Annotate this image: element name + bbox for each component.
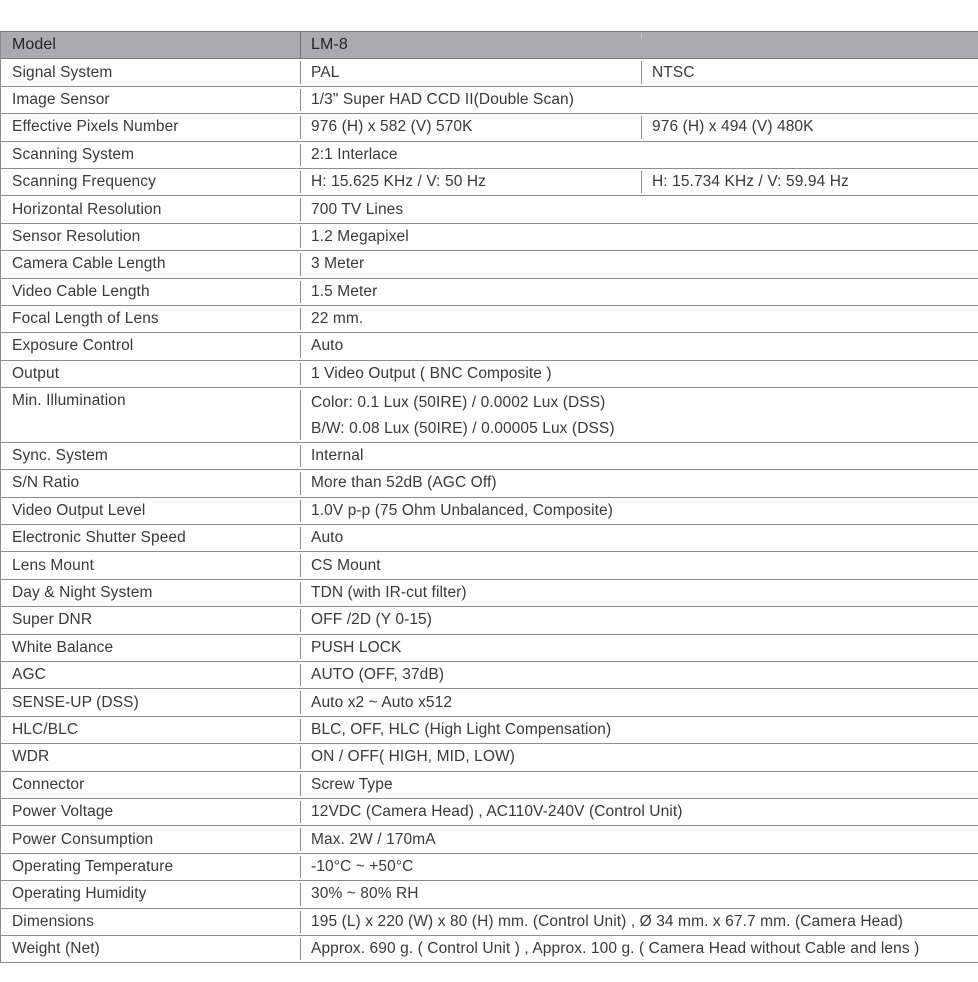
table-row	[1, 114, 978, 141]
spec-value-text: CS Mount	[311, 556, 381, 574]
column-divider	[300, 32, 301, 58]
table-row	[1, 580, 978, 607]
table-row	[1, 333, 978, 360]
spec-value-text: OFF /2D (Y 0-15)	[311, 611, 433, 629]
spec-label-text: WDR	[12, 748, 50, 766]
spec-value-text: 30% ~ 80% RH	[311, 885, 419, 903]
column-divider	[300, 308, 301, 330]
spec-table	[0, 31, 978, 963]
spec-value-text: Screw Type	[311, 775, 393, 793]
spec-label	[1, 881, 300, 907]
spec-value-pal	[300, 59, 641, 85]
table-row	[1, 881, 978, 908]
spec-value	[300, 826, 978, 852]
spec-label	[1, 909, 300, 935]
spec-label	[1, 388, 300, 442]
spec-value-ntsc-text: H: 15.734 KHz / V: 59.94 Hz	[652, 173, 849, 191]
spec-value-text: 3 Meter	[311, 255, 365, 273]
spec-label-text: Electronic Shutter Speed	[12, 529, 186, 547]
header-value-cell	[300, 32, 978, 58]
column-divider	[300, 253, 301, 275]
spec-value	[300, 909, 978, 935]
spec-label	[1, 580, 300, 606]
spec-value	[300, 498, 978, 524]
spec-label	[1, 854, 300, 880]
column-divider	[300, 335, 301, 357]
column-divider	[300, 774, 301, 796]
spec-value-text: -10°C ~ +50°C	[311, 857, 414, 875]
table-row	[1, 361, 978, 388]
spec-label-text: Super DNR	[12, 611, 93, 629]
column-divider	[300, 938, 301, 960]
spec-value	[300, 854, 978, 880]
spec-value-text: Max. 2W / 170mA	[311, 830, 436, 848]
spec-value-text: BLC, OFF, HLC (High Light Compensation)	[311, 720, 612, 738]
column-divider	[300, 390, 301, 440]
spec-label	[1, 552, 300, 578]
spec-value-text: 12VDC (Camera Head) , AC110V-240V (Control Unit)	[311, 803, 683, 821]
spec-value-text: AUTO (OFF, 37dB)	[311, 666, 445, 684]
spec-label-text: HLC/BLC	[12, 720, 79, 738]
column-divider	[300, 144, 301, 166]
spec-value-pal-text: H: 15.625 KHz / V: 50 Hz	[311, 173, 486, 191]
spec-value-text: More than 52dB (AGC Off)	[311, 474, 497, 492]
spec-value	[300, 580, 978, 606]
spec-label	[1, 279, 300, 305]
spec-value	[300, 881, 978, 907]
spec-label	[1, 59, 300, 85]
spec-label-text: Horizontal Resolution	[12, 200, 162, 218]
column-divider	[300, 637, 301, 659]
header-model-cell-text: Model	[12, 36, 57, 54]
spec-label-text: Scanning Frequency	[12, 173, 156, 191]
spec-label-text: SENSE-UP (DSS)	[12, 693, 139, 711]
table-row	[1, 251, 978, 278]
spec-value-text: 1/3" Super HAD CCD II(Double Scan)	[311, 90, 575, 108]
table-row	[1, 306, 978, 333]
spec-label	[1, 799, 300, 825]
table-row	[1, 936, 978, 963]
spec-value-line1: Color: 0.1 Lux (50IRE) / 0.0002 Lux (DSS)	[311, 394, 606, 412]
column-divider	[300, 883, 301, 905]
column-divider	[300, 61, 301, 83]
table-row	[1, 498, 978, 525]
spec-label	[1, 772, 300, 798]
spec-label-text: White Balance	[12, 638, 114, 656]
column-divider	[300, 609, 301, 631]
column-divider	[300, 445, 301, 467]
spec-label	[1, 525, 300, 551]
spec-label-text: Power Voltage	[12, 803, 114, 821]
spec-label	[1, 689, 300, 715]
spec-value-text: Auto	[311, 529, 344, 547]
spec-label-text: Camera Cable Length	[12, 255, 166, 273]
table-row	[1, 196, 978, 223]
spec-value-text: PUSH LOCK	[311, 638, 402, 656]
column-divider	[300, 281, 301, 303]
spec-label	[1, 936, 300, 962]
column-divider	[300, 554, 301, 576]
spec-label-text: AGC	[12, 666, 46, 684]
spec-value-pal-text: PAL	[311, 63, 340, 81]
spec-label-text: Scanning System	[12, 145, 135, 163]
table-row	[1, 279, 978, 306]
table-row	[1, 470, 978, 497]
spec-label-text: Connector	[12, 775, 85, 793]
column-divider	[300, 911, 301, 933]
spec-value-text: Internal	[311, 447, 364, 465]
spec-value	[300, 224, 978, 250]
spec-value-ntsc-text: NTSC	[652, 63, 695, 81]
table-row	[1, 854, 978, 881]
spec-label-text: Video Cable Length	[12, 282, 150, 300]
spec-value	[300, 443, 978, 469]
spec-value	[300, 279, 978, 305]
spec-label	[1, 169, 300, 195]
spec-label-text: Dimensions	[12, 912, 94, 930]
table-row	[1, 607, 978, 634]
table-row	[1, 689, 978, 716]
spec-value	[300, 470, 978, 496]
spec-value	[300, 306, 978, 332]
spec-label	[1, 251, 300, 277]
spec-value-text: TDN (with IR-cut filter)	[311, 584, 467, 602]
column-divider	[300, 527, 301, 549]
spec-value	[300, 333, 978, 359]
spec-value	[300, 744, 978, 770]
spec-value	[300, 772, 978, 798]
table-row	[1, 717, 978, 744]
table-row	[1, 909, 978, 936]
table-row	[1, 826, 978, 853]
spec-value-text: 1.0V p-p (75 Ohm Unbalanced, Composite)	[311, 501, 613, 519]
table-row	[1, 799, 978, 826]
spec-value-pal	[300, 169, 641, 195]
spec-label	[1, 114, 300, 140]
spec-value	[300, 388, 978, 442]
spec-label-text: Video Output Level	[12, 501, 146, 519]
header-value-cell-text: LM-8	[311, 36, 348, 54]
spec-value	[300, 635, 978, 661]
spec-value	[300, 552, 978, 578]
spec-value-pal-text: 976 (H) x 582 (V) 570K	[311, 118, 473, 136]
column-divider	[641, 171, 642, 193]
table-row	[1, 169, 978, 196]
table-row	[1, 388, 978, 443]
spec-label	[1, 826, 300, 852]
table-row	[1, 662, 978, 689]
spec-value	[300, 251, 978, 277]
spec-value-text: 1.5 Meter	[311, 282, 378, 300]
column-divider	[300, 500, 301, 522]
spec-value-text: 700 TV Lines	[311, 200, 404, 218]
header-model-cell	[1, 32, 300, 58]
spec-value-text: Auto x2 ~ Auto x512	[311, 693, 453, 711]
spec-label-text: Signal System	[12, 63, 113, 81]
spec-value-text: 2:1 Interlace	[311, 145, 398, 163]
column-divider	[300, 719, 301, 741]
spec-label	[1, 607, 300, 633]
spec-label-text: Image Sensor	[12, 90, 110, 108]
spec-label-text: Sensor Resolution	[12, 227, 141, 245]
column-divider	[300, 198, 301, 220]
table-row	[1, 744, 978, 771]
column-divider	[641, 61, 642, 83]
spec-value	[300, 936, 978, 962]
spec-label-text: Output	[12, 364, 60, 382]
column-divider	[300, 116, 301, 138]
spec-label-text: Operating Temperature	[12, 857, 174, 875]
spec-label-text: Lens Mount	[12, 556, 94, 574]
spec-value-text: Approx. 690 g. ( Control Unit ) , Approx. 100 g. ( Camera Head without Cable and lens )	[311, 940, 920, 958]
spec-value	[300, 361, 978, 387]
column-divider	[300, 746, 301, 768]
column-divider	[300, 363, 301, 385]
spec-value-text: ON / OFF( HIGH, MID, LOW)	[311, 748, 515, 766]
spec-label-text: Power Consumption	[12, 830, 154, 848]
spec-value-text: Auto	[311, 337, 344, 355]
spec-label	[1, 224, 300, 250]
column-divider	[300, 89, 301, 111]
spec-label-text: S/N Ratio	[12, 474, 80, 492]
spec-label-text: Min. Illumination	[12, 392, 126, 410]
spec-label	[1, 87, 300, 113]
spec-value-pal	[300, 114, 641, 140]
table-row	[1, 635, 978, 662]
table-row	[1, 443, 978, 470]
column-divider	[300, 664, 301, 686]
column-divider	[300, 171, 301, 193]
spec-label	[1, 361, 300, 387]
column-divider	[300, 801, 301, 823]
spec-label-text: Sync. System	[12, 447, 108, 465]
spec-value	[300, 717, 978, 743]
table-header-row	[1, 32, 978, 59]
spec-label	[1, 662, 300, 688]
spec-label	[1, 142, 300, 168]
table-row	[1, 59, 978, 86]
spec-label	[1, 443, 300, 469]
spec-value	[300, 799, 978, 825]
column-divider	[300, 856, 301, 878]
spec-value	[300, 662, 978, 688]
spec-value-text: 22 mm.	[311, 310, 364, 328]
spec-label	[1, 717, 300, 743]
spec-value	[300, 142, 978, 168]
spec-value-ntsc	[641, 114, 978, 140]
column-divider	[300, 582, 301, 604]
spec-label	[1, 306, 300, 332]
spec-label	[1, 498, 300, 524]
table-row	[1, 224, 978, 251]
spec-value-ntsc	[641, 169, 978, 195]
spec-value-text: 1 Video Output ( BNC Composite )	[311, 364, 552, 382]
spec-value-ntsc	[641, 59, 978, 85]
spec-value	[300, 87, 978, 113]
table-row	[1, 552, 978, 579]
spec-value-line2: B/W: 0.08 Lux (50IRE) / 0.00005 Lux (DSS)	[311, 419, 615, 437]
header-column-notch	[641, 33, 642, 38]
table-row	[1, 142, 978, 169]
spec-value-text: 195 (L) x 220 (W) x 80 (H) mm. (Control Unit) , Ø 34 mm. x 67.7 mm. (Camera Head)	[311, 912, 904, 930]
spec-label-text: Effective Pixels Number	[12, 118, 179, 136]
table-row	[1, 87, 978, 114]
spec-label	[1, 470, 300, 496]
spec-label	[1, 196, 300, 222]
spec-label-text: Focal Length of Lens	[12, 310, 159, 328]
spec-label	[1, 333, 300, 359]
spec-label-text: Day & Night System	[12, 584, 153, 602]
column-divider	[300, 472, 301, 494]
spec-value-ntsc-text: 976 (H) x 494 (V) 480K	[652, 118, 814, 136]
spec-value	[300, 689, 978, 715]
table-row	[1, 525, 978, 552]
spec-label-text: Operating Humidity	[12, 885, 147, 903]
column-divider	[641, 116, 642, 138]
spec-label	[1, 635, 300, 661]
spec-value	[300, 607, 978, 633]
column-divider	[300, 828, 301, 850]
spec-value-lines	[311, 390, 615, 441]
spec-value	[300, 196, 978, 222]
spec-label	[1, 744, 300, 770]
table-row	[1, 772, 978, 799]
spec-label-text: Exposure Control	[12, 337, 134, 355]
spec-value-text: 1.2 Megapixel	[311, 227, 409, 245]
spec-label-text: Weight (Net)	[12, 940, 100, 958]
spec-value	[300, 525, 978, 551]
column-divider	[300, 226, 301, 248]
column-divider	[300, 691, 301, 713]
